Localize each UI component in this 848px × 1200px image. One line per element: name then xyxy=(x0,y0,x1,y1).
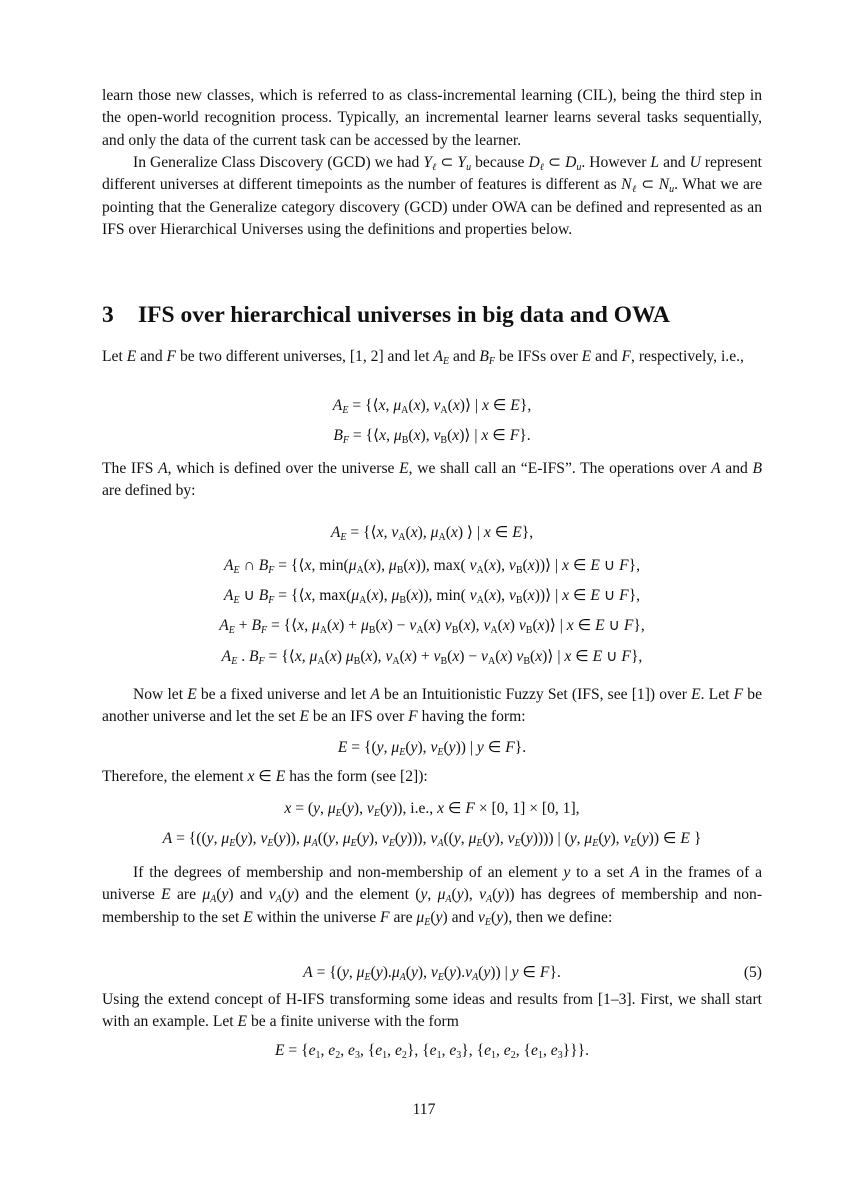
paragraph-eifs: The IFS A, which is defined over the universe E, we shall call an “E-IFS”. The operations over A and B are defined by: xyxy=(102,460,763,500)
paragraph-universes: Let E and F be two different universes, [1, 2] and let $A_E$ and $B_F$ be IFSs over E and F, respectively, i.e., xyxy=(102,348,744,367)
equation-E-example: $E = \{e_1$, $e_2$, $e_3$, {$e_1$, $e_2$}, {$e_1$, $e_3$}, {$e_1$, $e_2$, {$e_1$, $e_3$}}}. xyxy=(274,1042,590,1061)
equation-E-form: E = {(y, $\mu_E(y)$, $\nu_E(y)$) | y ∈ F}. xyxy=(337,739,527,758)
equation-5: A = {(y, $\mu_E(y).\mu_A(y)$, $\nu_E(y).\nu_A(y)$) | y ∈ F}. (5) xyxy=(303,964,762,983)
page-number: 117 xyxy=(412,1101,436,1118)
equation-A-form: A = {((y, $\mu_E(y)$, $\nu_E(y)$), $\mu_A((y$, $\mu_E(y)$, $\nu_E(y)$)), $\nu_A((y$, $\mu_E(y)$, $\nu_E(y)$))) | (y, $\mu_E(y)$, $\nu_E(y)$) ∈ E } xyxy=(162,830,702,849)
equation-complement: $A_E$ = {⟨x, $\nu_A(x)$, $\mu_A(x)$ ⟩ | x ∈ E}, xyxy=(330,524,534,543)
paragraph-therefore: Therefore, the element x ∈ E has the form (see [2]): xyxy=(102,768,428,785)
equation-number: (5) xyxy=(743,964,762,981)
equation-BF: $B_F$ = {⟨x, $\mu_B(x)$, $\nu_B(x)⟩$ | x ∈ F}. xyxy=(333,427,531,446)
equation-union: $A_E$ ∪ $B_F$ = {⟨x, $\max(\mu_A(x)$, $\mu_B(x)$), min( $\nu_A(x)$, $\nu_B(x))⟩$ | x ∈ E ∪ F}, xyxy=(223,587,641,606)
paragraph-example: Using the extend concept of H-IFS transforming some ideas and results from [1–3]. First, we shall start with an example. Let E be a finite universe with the form xyxy=(102,991,762,1031)
section-number: 3 xyxy=(102,302,114,328)
paragraph-degrees: If the degrees of membership and non-membership of an element y to a set A in the frames of a universe E are $\mu_A(y)$ and $\nu_A(y)$ and the element (y, $\mu_A(y)$, $\nu_A(y)$) has degrees of membership and non-membership to the set E within the universe F are $\mu_E(y)$ and $\nu_E(y)$, then we define: xyxy=(102,864,763,928)
paragraph-cil: learn those new classes, which is referred to as class-incremental learning (CIL), being the third step in the open-world recognition process. Typically, an incremental learner learns several tasks sequentially, and only the data of the current task can be accessed by the learner. xyxy=(102,87,762,149)
section-title: IFS over hierarchical universes in big data and OWA xyxy=(138,302,670,328)
equation-x-form: x = (y, $\mu_E(y)$, $\nu_E(y)$), i.e., x ∈ F × [0, 1] × [0, 1], xyxy=(284,800,580,819)
equation-product: $A_E$ . $B_F$ = {⟨x, $\mu_A(x)$ $\mu_B(x)$, $\nu_A(x) + \nu_B(x) - \nu_A(x)$ $\nu_B(x)⟩$ | x ∈ E ∪ F}, xyxy=(221,648,643,667)
equation-intersection: $A_E$ ∩ $B_F$ = {⟨x, $\min(\mu_A(x)$, $\mu_B(x)$), max( $\nu_A(x)$, $\nu_B(x))⟩$ | x ∈ E ∪ F}, xyxy=(224,557,640,576)
section-heading xyxy=(102,302,670,329)
equation-AE: $A_E$ = {⟨x, $\mu_A(x)$, $\nu_A(x)⟩$ | x ∈ E}, xyxy=(332,397,532,416)
equation-sum: $A_E + B_F$ = {⟨x, $\mu_A(x) + \mu_B(x) - \nu_A(x)$ $\nu_B(x)$, $\nu_A(x)$ $\nu_B(x)⟩$ | x ∈ E ∪ F}, xyxy=(219,617,645,636)
paragraph-fixed-universe: Now let E be a fixed universe and let A be an Intuitionistic Fuzzy Set (IFS, see [1]) over E. Let F be another universe and let the set E be an IFS over F having the form: xyxy=(102,686,763,726)
paragraph-gcd: In Generalize Class Discovery (GCD) we had $Y_\ell$ ⊂ $Y_u$ because $D_\ell$ ⊂ $D_u$. However L and U represent different universes at different timepoints as the number of features is different as $N_\ell$ ⊂ $N_u$. What we are pointing that the Generalize category discovery (GCD) under OWA can be defined and represented as an IFS over Hierarchical Universes using the definitions and properties below. xyxy=(102,154,762,238)
